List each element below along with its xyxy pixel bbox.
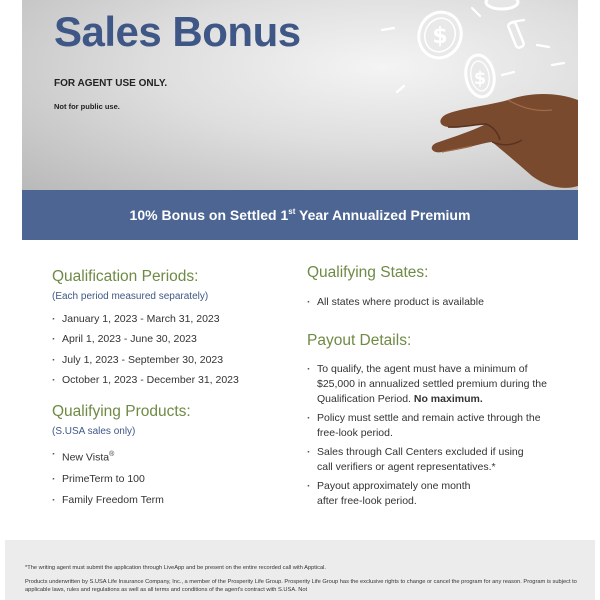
coin-dollar-icon — [463, 53, 498, 99]
list-item: · April 1, 2023 - June 30, 2023 — [52, 332, 292, 347]
svg-text:$: $ — [473, 68, 487, 89]
registered-mark: ® — [109, 450, 115, 458]
payout-list — [307, 362, 557, 509]
payout-item-emphasis: No maximum. — [410, 393, 483, 405]
payout-item-text: To qualify, the agent must have a minimum of $25,000 in annualized settled premium during the Qualification Period. — [317, 363, 547, 405]
product-name: New Vista — [62, 451, 110, 464]
not-public-notice: Not for public use. — [54, 102, 120, 111]
agent-use-notice: FOR AGENT USE ONLY. — [54, 78, 168, 89]
payout-heading: Payout Details: — [307, 332, 412, 349]
coin-dollar-icon — [486, 0, 518, 9]
coin-dollar-icon — [412, 6, 467, 64]
list-item: · July 1, 2023 - September 30, 2023 — [52, 353, 292, 368]
coin-dollar-icon — [507, 21, 524, 48]
coins-hand-illustration — [352, 0, 578, 190]
qualification-heading: Qualification Periods: — [52, 268, 199, 285]
left-column — [52, 268, 292, 515]
product-name: PrimeTerm to 100 — [62, 472, 145, 485]
products-heading: Qualifying Products: — [52, 402, 191, 420]
list-item — [52, 493, 292, 508]
banner-text-end: Year Annualized Premium — [295, 207, 471, 223]
list-item — [307, 362, 549, 407]
list-item — [52, 447, 292, 466]
list-item: · Policy must settle and remain active through the free-look period. — [307, 411, 545, 441]
products-subheading: (S.USA sales only) — [52, 425, 136, 437]
svg-text:$: $ — [432, 24, 448, 49]
list-item: · October 1, 2023 - December 31, 2023 — [52, 373, 292, 388]
open-hand-icon — [432, 94, 578, 188]
product-name: Family Freedom Term — [62, 494, 164, 507]
banner-superscript: st — [288, 207, 296, 216]
footnote-liveapp: *The writing agent must submit the application through LiveApp and be present on the entire recorded call with Apptical. — [25, 565, 326, 571]
list-item: · All states where product is available — [307, 295, 557, 310]
list-item: · Payout approximately one month after free-look period. — [307, 479, 489, 509]
state-list — [307, 295, 557, 310]
footer-disclaimer — [5, 540, 595, 600]
list-item: · January 1, 2023 - March 31, 2023 — [52, 312, 292, 327]
qualification-period-list — [52, 312, 292, 388]
product-list — [52, 447, 292, 509]
page-title: Sales Bonus — [54, 8, 301, 55]
right-column — [307, 264, 557, 513]
banner-text-start: 10% Bonus on Settled 1 — [129, 207, 289, 223]
footnote-underwriting: Products underwritten by S.USA Life Insurance Company, Inc., a member of the Prosperity Life Group. Prosperity Life Group has the exclusive rights to change or cancel the program for any reason. Program is subject to applicable laws, rules and regulations as well as all terms and conditions of the agent's contract with S.USA. Not — [25, 579, 577, 593]
states-heading: Qualifying States: — [307, 264, 429, 281]
list-item: · Sales through Call Centers excluded if using call verifiers or agent representatives.* — [307, 445, 539, 475]
hero-header — [22, 0, 578, 190]
list-item — [52, 472, 292, 487]
qualification-subheading: (Each period measured separately) — [52, 291, 209, 302]
bonus-banner — [22, 190, 578, 240]
